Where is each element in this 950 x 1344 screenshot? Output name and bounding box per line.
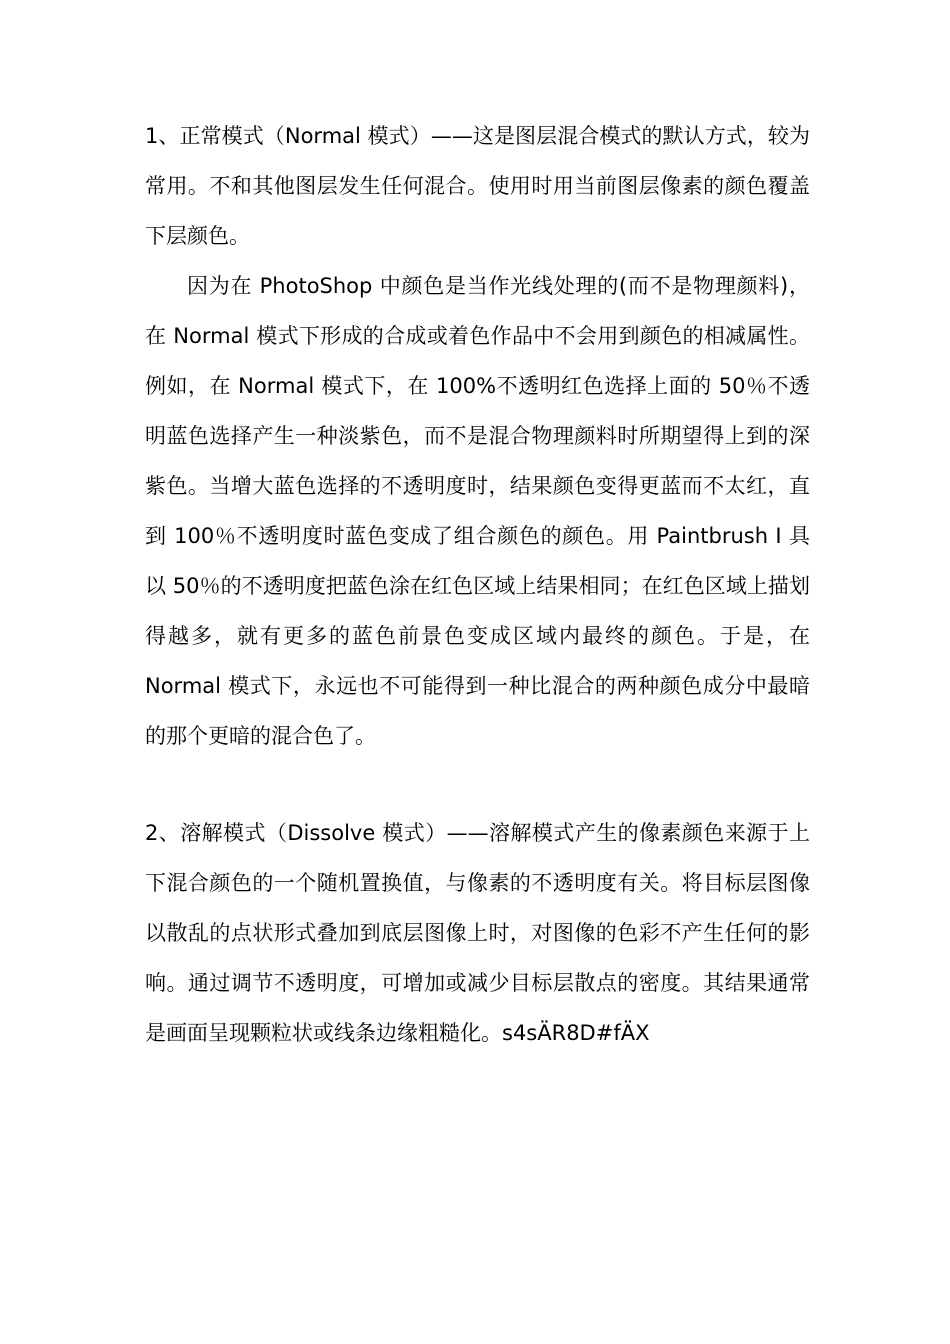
dissolve-mode-paragraph: 2、溶解模式（Dissolve 模式）——溶解模式产生的像素颜色来源于上下混合颜色的一个随机置换值，与像素的不透明度有关。将目标层图像以散乱的点状形式叠加到底层图像上时，对图像的色彩不产生任何的影响。通过调节不透明度，可增加或减少目标层散点的密度。其结果通常是画面呈现颗粒状或线条边缘粗糙化。s4sÄR8D#fÄX xyxy=(145,821,810,1045)
normal-mode-explanation-paragraph: 因为在 PhotoShop 中颜色是当作光线处理的(而不是物理颜料)，在 Normal 模式下形成的合成或着色作品中不会用到颜色的相减属性。例如，在 Normal 模式下，在 100%不透明红色选择上面的 50％不透明蓝色选择产生一种淡紫色，而不是混合物理颜料时所期望得上到的深紫色。当增大蓝色选择的不透明度时，结果颜色变得更蓝而不太红，直到 100％不透明度时蓝色变成了组合颜色的颜色。用 Paintbrush I 具以 50％的不透明度把蓝色涂在红色区域上结果相同；在红色区域上描划得越多，就有更多的蓝色前景色变成区域内最终的颜色。于是，在 Normal 模式下，永远也不可能得到一种比混合的两种颜色成分中最暗的那个更暗的混合色了。 xyxy=(145,274,810,748)
section-spacer xyxy=(145,761,810,808)
document-body xyxy=(145,111,810,1058)
normal-mode-paragraph: 1、正常模式（Normal 模式）——这是图层混合模式的默认方式，较为常用。不和其他图层发生任何混合。使用时用当前图层像素的颜色覆盖下层颜色。 xyxy=(145,124,810,248)
